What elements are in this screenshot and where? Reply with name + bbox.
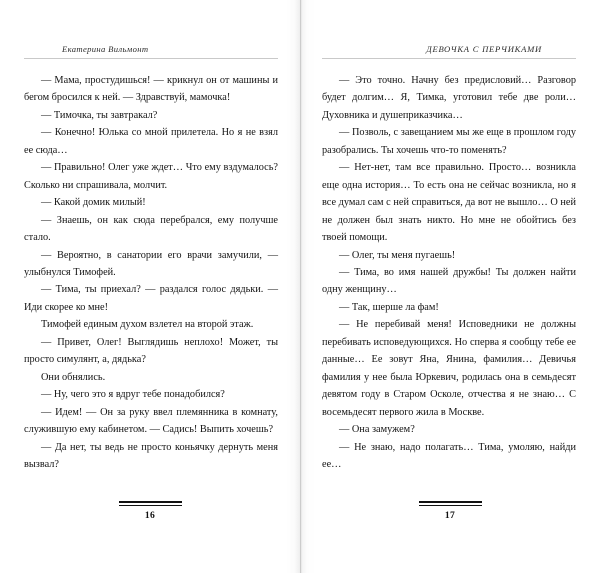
paragraph: — Она замужем?: [339, 424, 415, 436]
paragraph: — Тима, ты приехал? — раздался голос дядьки. — Иди скорее ко мне!: [24, 284, 278, 313]
paragraph: — Не знаю, надо полагать… Тима, умоляю, найди ее…: [322, 441, 576, 470]
paragraph: Тимофей единым духом взлетел на второй этаж.: [41, 319, 254, 331]
page-right: [300, 0, 600, 573]
running-head-rule-left: [24, 58, 278, 59]
paragraph: — Какой домик милый!: [41, 197, 146, 209]
body-text-left: [24, 72, 278, 473]
folio-rule-thick-left: [119, 501, 182, 503]
paragraph: — Да нет, ты ведь не просто коньячку дернуть меня вызвал?: [24, 441, 278, 470]
paragraph: — Вероятно, в санатории его врачи замучили, — улыбнулся Тимофей.: [24, 249, 278, 278]
page-number-left: 16: [144, 509, 156, 521]
paragraph: — Позволь, с завещанием мы же еще в прошлом году разобрались. Ты хочешь что-то поменять?: [322, 127, 576, 156]
paragraph: — Идем! — Он за руку ввел племянника в комнату, служившую ему кабинетом. — Садись! Выпить хочешь?: [24, 406, 278, 436]
paragraph: — Тима, во имя нашей дружбы! Ты должен найти одну женщину…: [322, 266, 576, 296]
body-text-right: [322, 72, 576, 473]
folio-rule-thin-left: [119, 505, 182, 506]
paragraph: — Нет-нет, там все правильно. Просто… возникла еще одна история… То есть она не сейчас возникла, но я все думал сам с ней справиться, да вот не вышло… О ней не должен был знать никто. Но мне не обойтись без твоей помощи.: [322, 162, 576, 244]
page-number-right: 17: [444, 509, 456, 521]
running-head-right: ДЕВОЧКА С ПЕРЧИКАМИ: [426, 44, 542, 54]
paragraph: — Тимочка, ты завтракал?: [41, 109, 158, 121]
paragraph: — Это точно. Начну без предисловий… Разговор будет долгим… Я, Тимка, уготовил тебе две роли… Духовника и душеприказчика…: [322, 75, 576, 121]
paragraph: — Конечно! Юлька со мной прилетела. Но я не взял ее сюда…: [24, 127, 278, 156]
running-head-left: Екатерина Вильмонт: [62, 44, 149, 54]
paragraph: — Привет, Олег! Выглядишь неплохо! Может, ты просто симулянт, а, дядька?: [24, 336, 278, 366]
paragraph: — Знаешь, он как сюда перебрался, ему получше стало.: [24, 214, 278, 244]
folio-left: [0, 501, 300, 521]
paragraph: — Мама, простудишься! — крикнул он от машины и бегом бросился к ней. — Здравствуй, мамочка!: [24, 75, 278, 104]
paragraph: Они обнялись.: [41, 371, 106, 383]
paragraph: — Так, шерше ла фам!: [339, 301, 439, 313]
paragraph: — Ну, чего это я вдруг тебе понадобился?: [41, 389, 225, 401]
paragraph: — Правильно! Олег уже ждет… Что ему вздумалось? Сколько ни спрашивала, молчит.: [24, 162, 278, 191]
folio-rule-thin-right: [419, 505, 482, 506]
running-head-rule-right: [322, 58, 576, 59]
folio-rule-thick-right: [419, 501, 482, 503]
folio-right: [300, 501, 600, 521]
paragraph: — Не перебивай меня! Исповедники не должны перебивать исповедующихся. Но сперва я сообщу тебе ее данные… Ее зовут Яна, Янина, фамилия… Девичья фамилия у нее была Юркевич, родилась она в семьдесят девятом году в Старом Осколе, отчества я не знаю… С восемьдесят первого жила в Москве.: [322, 319, 576, 418]
paragraph: — Олег, ты меня пугаешь!: [339, 249, 456, 261]
